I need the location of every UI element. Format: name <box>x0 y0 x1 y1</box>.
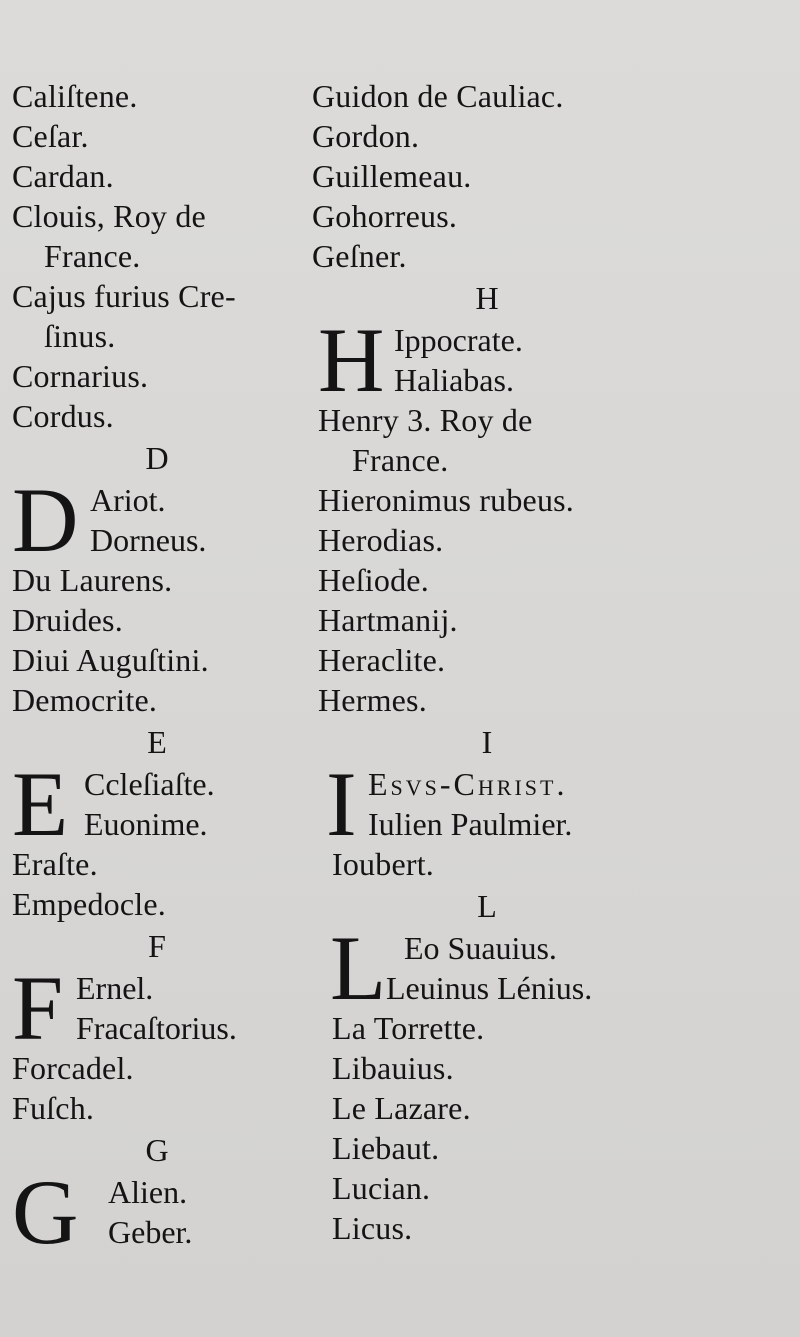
drop-cap-letter: L <box>330 917 387 1019</box>
index-entry: Ariot. <box>90 482 166 518</box>
index-entry: Henry 3. Roy de <box>318 402 533 438</box>
index-entry: Licus. <box>332 1210 413 1246</box>
right-column <box>312 76 672 1248</box>
index-entry: Gohorreus. <box>312 198 458 234</box>
section-letter-f: F <box>148 928 166 964</box>
index-entry: Herodias. <box>318 522 444 558</box>
index-entry: Clouis, Roy de <box>12 198 206 234</box>
index-entry: Euonime. <box>84 806 208 842</box>
section-letter-d: D <box>145 440 169 476</box>
index-entry-continuation: ſinus. <box>44 318 116 354</box>
index-entry: Fracaſtorius. <box>76 1010 237 1046</box>
index-entry: Hieronimus rubeus. <box>318 482 575 518</box>
index-entry: Ernel. <box>76 970 154 1006</box>
index-entry: Caliſtene. <box>12 78 138 114</box>
drop-cap-block-h <box>312 309 672 411</box>
drop-cap-block-l <box>312 917 672 1019</box>
index-entry: La Torrette. <box>332 1010 485 1046</box>
index-entry: Ceſar. <box>12 118 89 154</box>
index-entry: Le Lazare. <box>332 1090 471 1126</box>
index-entry: Druides. <box>12 602 123 638</box>
index-entry: Cardan. <box>12 158 114 194</box>
index-entry: Cornarius. <box>12 358 149 394</box>
index-entry: Lucian. <box>332 1170 431 1206</box>
index-entry: Alien. <box>108 1174 188 1210</box>
index-entry: Fuſch. <box>12 1090 95 1126</box>
index-entry: Leuinus Lénius. <box>386 970 593 1006</box>
section-letter-h: H <box>475 280 499 316</box>
index-entry: Guillemeau. <box>312 158 472 194</box>
index-entry: Heraclite. <box>318 642 446 678</box>
index-entry: Gordon. <box>312 118 420 154</box>
index-entry: Ccleſiaſte. <box>84 766 215 802</box>
index-entry: Geber. <box>108 1214 193 1250</box>
index-entry: Cordus. <box>12 398 114 434</box>
index-entry: Cajus furius Cre- <box>12 278 236 314</box>
drop-cap-letter: G <box>12 1161 79 1263</box>
index-entry: Liebaut. <box>332 1130 440 1166</box>
index-entry: Ippocrate. <box>394 322 523 358</box>
index-entry: Du Laurens. <box>12 562 173 598</box>
index-entry: Libauius. <box>332 1050 454 1086</box>
drop-cap-letter: H <box>318 309 385 411</box>
index-entry: Haliabas. <box>394 362 514 398</box>
index-entry-continuation: France. <box>44 238 141 274</box>
section-letter-e: E <box>147 724 167 760</box>
drop-cap-letter: F <box>12 957 64 1059</box>
section-letter-l: L <box>477 888 497 924</box>
index-entry: Dorneus. <box>90 522 207 558</box>
index-entry: Empedocle. <box>12 886 166 922</box>
index-entry: Diui Auguſtini. <box>12 642 209 678</box>
index-entry: Hartmanij. <box>318 602 458 638</box>
section-letter-g: G <box>145 1132 169 1168</box>
index-entry: Democrite. <box>12 682 158 718</box>
index-entry: Esvs-Christ. <box>368 766 568 802</box>
drop-cap-letter: E <box>12 753 69 855</box>
index-entry: Heſiode. <box>318 562 429 598</box>
index-entry: Hermes. <box>318 682 427 718</box>
index-entry: Eraſte. <box>12 846 98 882</box>
drop-cap-block-i <box>312 753 672 855</box>
index-entry: Eo Suauius. <box>404 930 557 966</box>
index-entry: Forcadel. <box>12 1050 134 1086</box>
index-entry-continuation: France. <box>352 442 449 478</box>
drop-cap-letter: D <box>12 469 79 571</box>
index-entry: Geſner. <box>312 238 407 274</box>
index-entry: Ioubert. <box>332 846 435 882</box>
index-entry: Iulien Paulmier. <box>368 806 573 842</box>
drop-cap-letter: I <box>326 753 357 855</box>
section-letter-i: I <box>481 724 493 760</box>
index-entry: Guidon de Cauliac. <box>312 78 564 114</box>
